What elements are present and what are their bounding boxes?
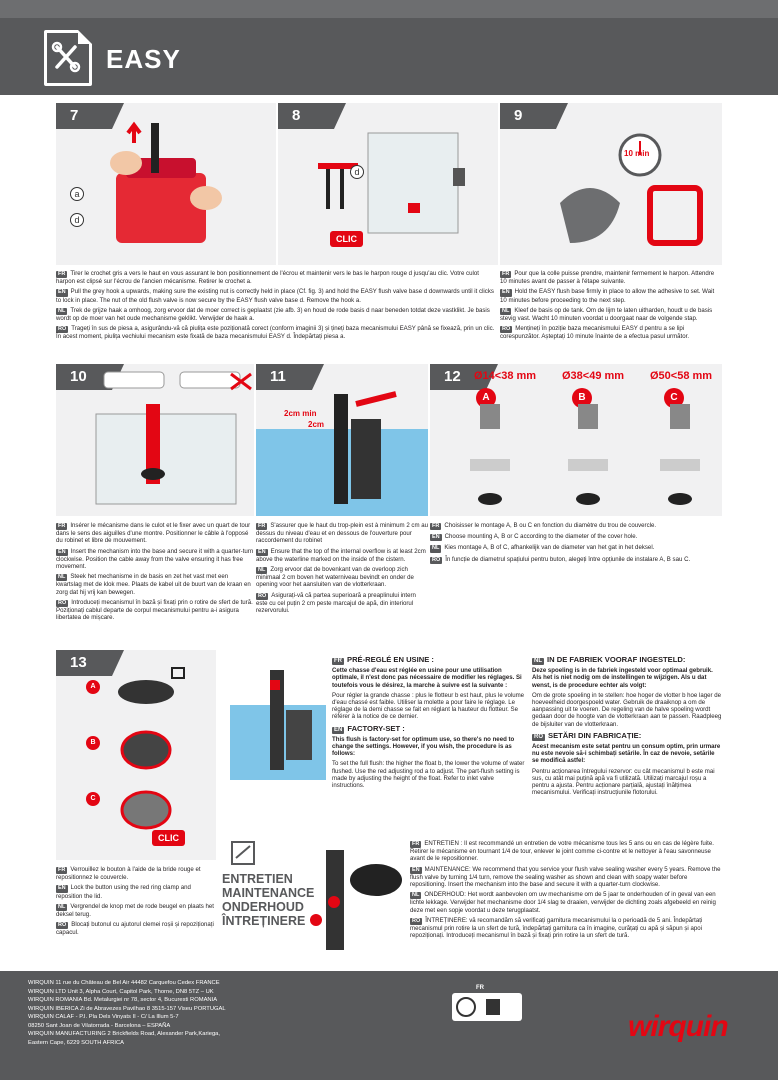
timer-label: 10 min: [624, 149, 650, 158]
page-header: [0, 0, 778, 95]
step-10-panel: [56, 364, 254, 516]
step-12-illustration: [430, 364, 722, 516]
step-number: 13: [56, 650, 112, 676]
step-7-text: FR Tirer le crochet gris a vers le haut en vous assurant le bon positionnement de l'écrou et maintenir vers le bas le harpon rouge d jusqu'au clic. Votre culot harpon est clipsé sur l'écrou de l'ancien mécanisme. Retirer le crochet a. EN Pull the grey hook a upwards, making sure the existing nut is correctly held in place (Cf. fig. 3) and hold the EASY flush valve base d downwards until it clicks to lock in place. The nut of the old flush valve is now secure by the EASY flush valve base d. Remove the hook a. NL Trek de grijze haak a omhoog, zorg ervoor dat de moer correct is geplaatst (zie afb. 3) en houd de rode basis d naar beneden totdat deze vastklikt. Je basis wordt op de moer van het oude mechanisme geklikt. Verwijder de haak a. RO Trageți în sus de piesa a, asigurându-vă că piulița este poziționată corect (conform imaginii 3) și țineți baza mecanismului EASY până se fixează, prin un clic. În acest moment, piulița vechiului mecanism este fixată de baza mecanismului EASY d. Îndepărtați piesa a.: [56, 270, 495, 341]
step-7-illustration: [56, 103, 276, 265]
badge-a: A: [476, 388, 496, 408]
badge-b: B: [572, 388, 592, 408]
company-addresses: WIRQUIN 11 rue du Château de Bel Air 44482 Carquefou Cedex FRANCE WIRQUIN LTD Unit 3, Alpha Court, Capitol Park, Thorne, DN8 5TZ – UK WIRQUIN ROMANIA Bd. Metalurgiei nr 78, sector 4, Bucuresti ROMANIA WIRQUIN IBERICA Zi de Abravezes Pavilhao 8 3515-157 Viseu PORTUGAL WIRQUIN CALAF - P.I. Pla Dels Vinyats II - C/ La Illum 5-7 08250 Sant Joan de Vilatorrada - Barcelona – ESPAÑA WIRQUIN MANUFACTURING 2 Brickfields Road, Alexander Park,Kariega, Eastern Cape, 6229 SOUTH AFRICA: [28, 980, 226, 1046]
maintenance-illustration: [306, 840, 406, 960]
diameter-b: Ø38<49 mm: [562, 370, 625, 382]
step-11-panel: [256, 364, 428, 516]
step-12-panel: [430, 364, 722, 516]
step-12-text: FR Choisisser le montage A, B ou C en fonction du diamètre du trou de couvercle. EN Choose mounting A, B or C according to the diameter of the cover hole. NL Kies montage A, B of C, afhankelijk van de diameter van het gat in het deksel. RO În funcție de diametrul spațiului pentru buton, alegeți între opțiunile de instalare A, B sau C.: [432, 522, 691, 563]
step-number: 9: [500, 103, 556, 129]
badge-c: C: [86, 792, 100, 806]
badge-a: A: [86, 680, 100, 694]
maintenance-text: FR ENTRETIEN : Il est recommandé un entretien de votre mécanisme tous les 5 ans ou en cas de légère fuite. Retirer le mécanisme en tournant 1/4 de tour, enlever le joint comme ci-contre et le nettoyer à l'eau savonneuse avant de le repositionner. EN MAINTENANCE: We recommend that you service your flush valve sealing washer every 5 years. Remove the flush valve by turning 1/4 turn, remove the sealing washer as shown and clean with soapy water before repositioning. Insert the mechanism into the base and secure it with a quarter-turn clockwise. NL ONDERHOUD: Het wordt aanbevolen om uw mechanisme om de 5 jaar te onderhouden of in geval van een lichte lekkage. Verwijder het mechanisme door 1/4 slag te draaien, verwijder de dichting zoals afgebeeld en reinig deze met een sopje voordat u deze terugplaatst. RO ÎNTREȚINERE: vă recomandăm să verificați garnitura mecanismului la o perioadă de 5 ani. Îndepărtați mecanismul prin rotire la un sfert de tură, îndepărtați garnitura ca în imagine, curățați cu apă și săpun și apoi repoziționați. Introduceți mecanismul în bază și fixați prin rotire la un sfert de tură.: [410, 840, 721, 940]
step-13-text: FR Verrouillez le bouton à l'aide de la bride rouge et repositionnez le couvercle. EN Lock the button using the red ring clamp and reposition the lid. NL Vergrendel de knop met de rode beugel en plaats het deksel terug. RO Blocați butonul cu ajutorul clemei roșii și repoziționați capacul.: [56, 866, 214, 937]
wirquin-logo: wirquin: [628, 1010, 728, 1043]
step-10-illustration: [56, 364, 254, 516]
label-2cm: 2cm: [308, 420, 325, 429]
lang-fr: FR: [58, 271, 66, 277]
maintenance-tool-icon: [228, 838, 258, 868]
label-d: d: [350, 165, 364, 179]
step-number: 10: [56, 364, 112, 390]
step-9-panel: [500, 103, 722, 265]
step-number: 11: [256, 364, 312, 390]
lang-nl: NL: [58, 307, 66, 314]
step-11-illustration: [256, 364, 428, 516]
label-2cm-min: 2cm min: [284, 409, 317, 418]
step-11-text: FR S'assurer que le haut du trop-plein est à minimum 2 cm au dessus du niveau d'eau et en dessous de l'ouverture pour raccordement du robinet EN Ensure that the top of the internal overflow is at least 2cm above the waterline marked on the inside of the cistern. NL Zorg ervoor dat de bovenkant van de overloop zich minimaal 2 cm boven het waterniveau bevindt en onder de opening voor het aansluiten van de vlotterkraan. RO Asigurați-vă că partea superioară a preaplinului intern este cu cel puțin 2 cm peste marcajul de apă, din interiorul rezervorului.: [256, 522, 428, 615]
factory-set-illustration: [230, 650, 326, 780]
lang-en: EN: [58, 289, 66, 296]
step-8-illustration: [278, 103, 498, 265]
recycle-icon: FR: [452, 993, 522, 1021]
clic-label: CLIC: [152, 830, 185, 846]
step-8-panel: [278, 103, 498, 265]
step-9-illustration: [500, 103, 722, 265]
lang-ro: RO: [58, 326, 67, 333]
label-d: d: [70, 213, 84, 227]
clic-label: CLIC: [330, 231, 363, 247]
step-13-illustration: [56, 650, 216, 860]
header-stripe: [0, 0, 778, 18]
badge-b: B: [86, 736, 100, 750]
step-9-text: FR Pour que la colle puisse prendre, maintenir fermement le harpon. Attendre 10 minutes avant de passer à l'étape suivante. EN Hold the EASY flush base firmly in place to allow the adhesive to set. Wait 10 minutes before proceeding to the next step. NL Kleef de basis op de tank. Om de lijm te laten uitharden, houdt u de basis stevig vast. Wacht 10 minuten voordat u doorgaat naar de volgende stap. RO Mențineți în poziție baza mecanismului EASY d pentru a se lipi corespunzător. Așteptați 10 minute înainte de a efectua pasul următor.: [500, 270, 715, 341]
step-10-text: FR Insérer le mécanisme dans le culot et le fixer avec un quart de tour dans le sens des aiguilles d'une montre. Positionner le câble à l'opposé du robinet et libre de mouvement. EN Insert the mechanism into the base and secure it with a quarter-turn clockwise. Position the cable away from the valve ensuring it has free movement. NL Steek het mechanisme in de basis en zet het vast met een kwartslag met de klok mee. Plaats de kabel uit de buurt van de kraan en zorg dat hij vrij kan bewegen. RO Introduceți mecanismul în bază și fixați prin o rotire de sfert de tură. Poziționați cablul departe de corpul mecanismului pentru a-i asigura libertatea de mișcare.: [56, 522, 254, 622]
tools-document-icon: [44, 30, 92, 86]
page-title: EASY: [106, 44, 181, 74]
diameter-a: Ø14<38 mm: [474, 370, 537, 382]
step-number: 8: [278, 103, 334, 129]
factory-fr: FR PRÉ-REGLÉ EN USINE : Cette chasse d'eau est réglée en usine pour une utilisation optimale, il n'est donc pas nécessaire de modifier les réglages. Si toutefois vous le désirez, la marche à suivre est la suivante : Pour régler la grande chasse : plus le flotteur b est haut, plus le volume d'eau chassé est faible. Utiliser la molette a pour faire le réglage. Le réglage de la demi chasse se fait en réglant la hauteur du flotteur. Se référer à la notice de ce dernier. EN FACTORY-SET : This flush is factory-set for optimum use, so there's no need to change the settings. However, if you wish, the procedure is as follows: To set the full flush: the higher the float b, the lower the volume of water flushed. Use the red adjusting rod a to adjust. The part-flush setting is made by adjusting the height of the float. Refer to inlet valve instructions.: [332, 655, 525, 790]
maintenance-title: ENTRETIEN MAINTENANCE ONDERHOUD ÎNTREȚINERE: [222, 872, 315, 928]
step-number: 12: [430, 364, 486, 390]
step-13-panel: [56, 650, 216, 860]
factory-nl: NL IN DE FABRIEK VOORAF INGESTELD: Deze spoeling is in de fabriek ingesteld voor optimaal gebruik. Als het is niet nodig om de instellingen te wijzigen. Als u dat wenst, is de procedure echter als volgt: Om de grote spoeling in te stellen: hoe hoger de vlotter b hoe lager de hoeveelheid doorgespoeld water. Gebruik de draaiknop a om de aanpassing uit te voeren. De regeling van de halve spoeling wordt gedaan door de hoogte van de vlotterkraan aan te passen. Raadpleeg de bijsluiter van de vlotterkraan. RO SETĂRI DIN FABRICAȚIE: Acest mecanism este setat pentru un consum optim, prin urmare nu este nevoie să-i schimbați setările. În caz de nevoie, setările se modifică astfel: Pentru acționarea întregului rezervor: cu cât mecanismul b este mai sus, cu atât mai puțină apă va fi utilizată. Utilizați marcajul roșu a pentru a ajusta. Pentru acționare parțială, ajustați înălțimea mecanismului. Verificați instrucțiunile flotorului.: [532, 655, 722, 797]
step-number: 7: [56, 103, 112, 129]
step-7-panel: [56, 103, 276, 265]
label-a: a: [70, 187, 84, 201]
badge-c: C: [664, 388, 684, 408]
diameter-c: Ø50<58 mm: [650, 370, 713, 382]
